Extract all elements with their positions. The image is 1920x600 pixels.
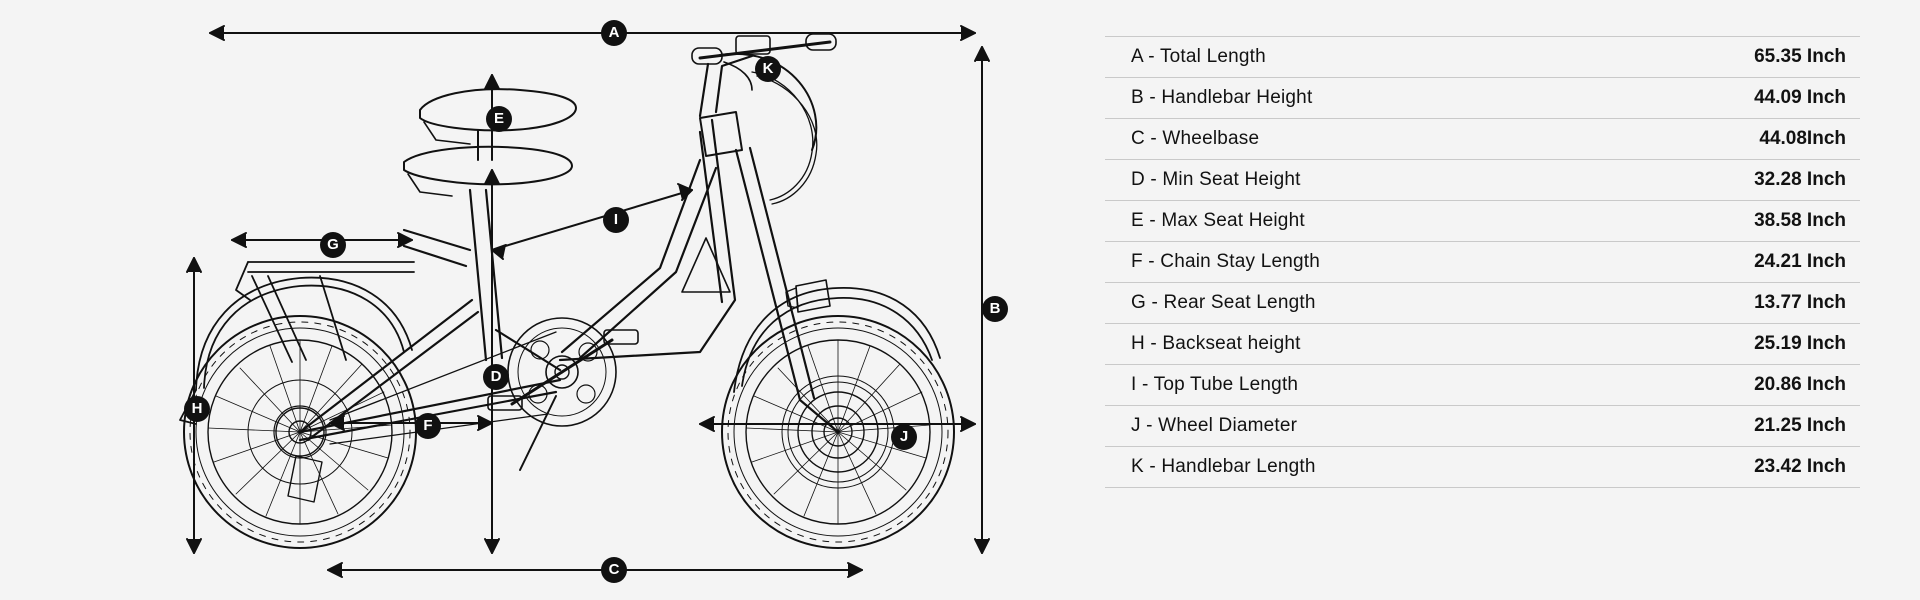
saddle-rear [404,147,572,196]
callout-badge-d: D [483,364,509,390]
callout-badge-i: I [603,207,629,233]
spec-value: 20.86 Inch [1754,374,1846,395]
spec-value: 13.77 Inch [1754,292,1846,313]
spec-label: J - Wheel Diameter [1131,415,1298,436]
table-row [1105,324,1860,365]
spec-label: C - Wheelbase [1131,128,1260,149]
callout-badge-g: G [320,232,346,258]
dimension-line-i [492,184,692,259]
table-row [1105,447,1860,488]
callout-badge-b: B [982,296,1008,322]
spec-label: E - Max Seat Height [1131,210,1305,231]
spec-value: 44.09 Inch [1754,87,1846,108]
table-row [1105,365,1860,406]
spec-value: 32.28 Inch [1754,169,1846,190]
spec-value: 65.35 Inch [1754,46,1846,67]
spec-label: A - Total Length [1131,46,1266,67]
rear-rack [236,262,414,362]
spec-label: B - Handlebar Height [1131,87,1313,108]
dimension-line-j [700,417,975,431]
callout-badge-c: C [601,557,627,583]
specifications-panel [1075,0,1920,600]
spec-value: 23.42 Inch [1754,456,1846,477]
spec-value: 21.25 Inch [1754,415,1846,436]
table-row [1105,160,1860,201]
kickstand [520,396,556,470]
table-row [1105,242,1860,283]
table-row [1105,37,1860,78]
rear-hub-motor [288,456,322,502]
front-fork [736,148,864,458]
spec-label: F - Chain Stay Length [1131,251,1321,272]
table-row [1105,119,1860,160]
spec-label: H - Backseat height [1131,333,1301,354]
callout-badge-k: K [755,56,781,82]
dimension-line-c [328,563,862,577]
spec-label: K - Handlebar Length [1131,456,1316,477]
callout-badge-j: J [891,424,917,450]
bike-frame [300,112,742,440]
specifications-table [1105,36,1860,488]
table-row [1105,283,1860,324]
callout-badge-e: E [486,106,512,132]
spec-value: 44.08Inch [1759,128,1846,149]
callout-badge-a: A [601,20,627,46]
spec-value: 38.58 Inch [1754,210,1846,231]
table-row [1105,78,1860,119]
callout-badge-f: F [415,413,441,439]
spec-label: D - Min Seat Height [1131,169,1301,190]
spec-value: 25.19 Inch [1754,333,1846,354]
table-row [1105,201,1860,242]
crankset [488,318,638,426]
spec-label: I - Top Tube Length [1131,374,1299,395]
dimension-line-a [210,26,975,40]
spec-label: G - Rear Seat Length [1131,292,1316,313]
table-row [1105,406,1860,447]
headlight [786,280,830,312]
dimension-line-d [485,170,499,553]
spec-value: 24.21 Inch [1754,251,1846,272]
callout-badge-h: H [184,396,210,422]
